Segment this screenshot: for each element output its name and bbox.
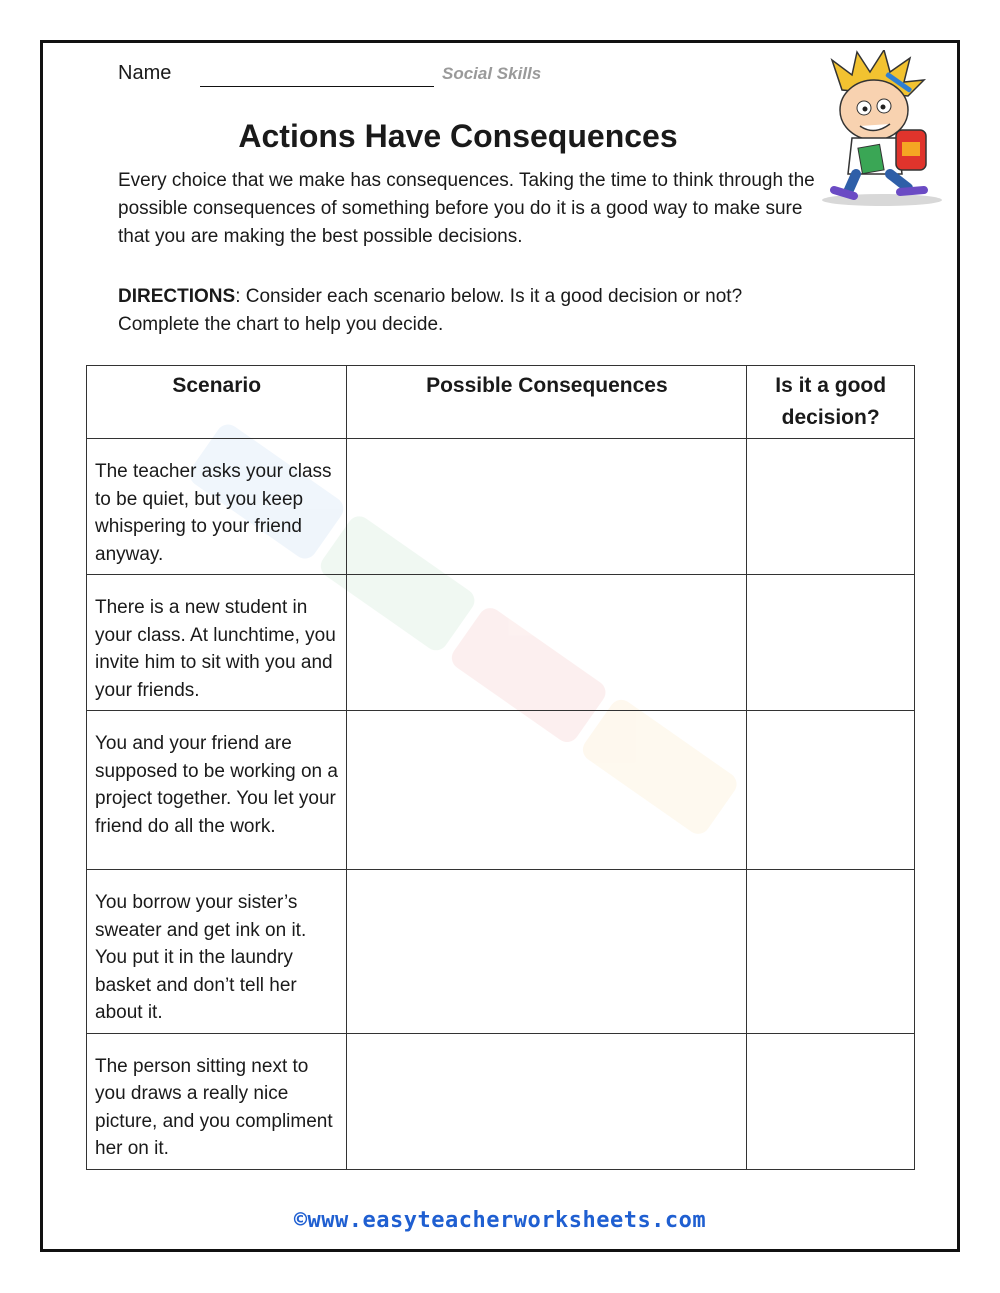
scenario-cell: You borrow your sister’s sweater and get ink on it. You put it in the laundry basket and don’t tell her about it. bbox=[87, 870, 347, 1034]
scenario-cell: The person sitting next to you draws a really nice picture, and you compliment her on it. bbox=[87, 1033, 347, 1169]
directions bbox=[118, 283, 818, 339]
consequences-cell[interactable] bbox=[347, 439, 747, 575]
decision-cell[interactable] bbox=[747, 870, 915, 1034]
scenario-cell: There is a new student in your class. At lunchtime, you invite him to sit with you and your friends. bbox=[87, 575, 347, 711]
scenario-cell: You and your friend are supposed to be working on a project together. You let your friend do all the work. bbox=[87, 711, 347, 870]
consequences-cell[interactable] bbox=[347, 870, 747, 1034]
intro-paragraph: Every choice that we make has consequences. Taking the time to think through the possible consequences of something before you do it is a good way to make sure that you are making the best possible decisions. bbox=[118, 170, 815, 247]
table-row bbox=[87, 870, 915, 1034]
decision-cell[interactable] bbox=[747, 711, 915, 870]
footer-copyright-link[interactable]: ©www.easyteacherworksheets.com bbox=[293, 1208, 707, 1233]
column-header-decision: Is it a good decision? bbox=[747, 366, 915, 439]
decision-cell[interactable] bbox=[747, 575, 915, 711]
subject-label: Social Skills bbox=[442, 64, 542, 83]
column-header-scenario: Scenario bbox=[87, 366, 347, 439]
consequences-table bbox=[86, 365, 915, 1170]
decision-cell[interactable] bbox=[747, 1033, 915, 1169]
directions-label: DIRECTIONS bbox=[118, 286, 236, 307]
directions-text: : Consider each scenario below. Is it a good decision or not? Complete the chart to help you decide. bbox=[118, 286, 743, 335]
table-row bbox=[87, 711, 915, 870]
page-title: Actions Have Consequences bbox=[238, 118, 678, 154]
name-label: Name bbox=[118, 62, 172, 84]
table-row bbox=[87, 575, 915, 711]
consequences-cell[interactable] bbox=[347, 575, 747, 711]
column-header-consequences: Possible Consequences bbox=[347, 366, 747, 439]
decision-cell[interactable] bbox=[747, 439, 915, 575]
table-row bbox=[87, 1033, 915, 1169]
consequences-cell[interactable] bbox=[347, 711, 747, 870]
table-header-row bbox=[87, 366, 915, 439]
consequences-cell[interactable] bbox=[347, 1033, 747, 1169]
scenario-cell: The teacher asks your class to be quiet, but you keep whispering to your friend anyway. bbox=[87, 439, 347, 575]
table-row bbox=[87, 439, 915, 575]
name-field-line[interactable] bbox=[200, 86, 434, 87]
